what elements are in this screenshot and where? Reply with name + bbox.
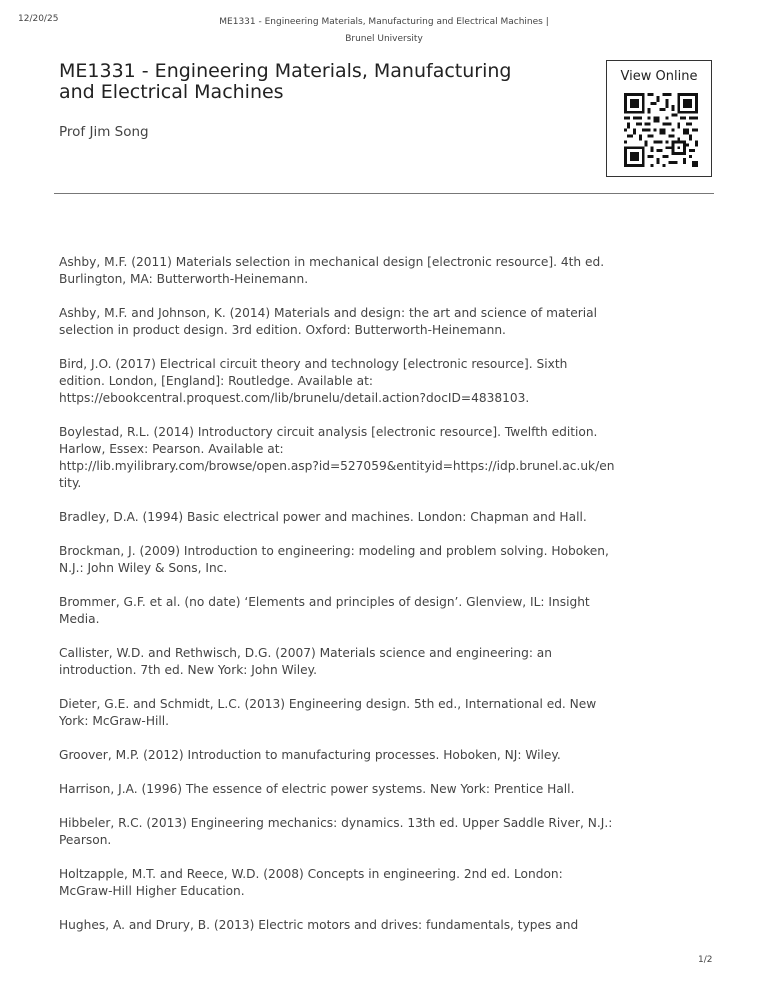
reference-line: Hughes, A. and Drury, B. (2013) Electric motors and drives: fundamentals, types and [59,918,579,932]
reference-item [59,509,719,526]
reference-line: York: McGraw-Hill. [59,714,170,728]
reference-line: N.J.: John Wiley & Sons, Inc. [59,561,228,575]
page-title-line-2: and Electrical Machines [59,81,284,103]
print-header-line-2: Brunel University [345,34,423,44]
qr-code-icon[interactable] [624,93,698,167]
reference-line: Media. [59,612,100,626]
reference-line: Callister, W.D. and Rethwisch, D.G. (2007) Materials science and engineering: an [59,646,552,660]
reference-item [59,696,719,730]
reference-line: Ashby, M.F. and Johnson, K. (2014) Materials and design: the art and science of material [59,306,597,320]
reference-item [59,747,719,764]
reference-line: Bird, J.O. (2017) Electrical circuit theory and technology [electronic resource]. Sixth [59,357,568,371]
reference-link[interactable]: http://lib.myilibrary.com/browse/open.asp?id=527059&entityid=https://idp.brunel.ac.uk/en [59,459,615,473]
header-divider [54,193,714,194]
reference-line: Hibbeler, R.C. (2013) Engineering mechanics: dynamics. 13th ed. Upper Saddle River, N.J.: [59,816,613,830]
reference-line: McGraw-Hill Higher Education. [59,884,245,898]
reference-item [59,543,719,577]
reference-item [59,594,719,628]
reference-line: introduction. 7th ed. New York: John Wiley. [59,663,318,677]
print-date: 12/20/25 [18,14,59,24]
reference-line: Groover, M.P. (2012) Introduction to manufacturing processes. Hoboken, NJ: Wiley. [59,748,561,762]
reference-item [59,356,719,407]
reference-line: selection in product design. 3rd edition. Oxford: Butterworth-Heinemann. [59,323,506,337]
reference-line: Pearson. [59,833,112,847]
reference-link[interactable]: tity. [59,476,82,490]
print-header-title [170,14,598,48]
reference-line: Holtzapple, M.T. and Reece, W.D. (2008) Concepts in engineering. 2nd ed. London: [59,867,563,881]
reference-line: Brockman, J. (2009) Introduction to engineering: modeling and problem solving. Hoboken, [59,544,609,558]
view-online-box[interactable] [606,60,712,177]
reference-item [59,645,719,679]
view-online-label[interactable]: View Online [620,69,698,84]
page-title [59,61,579,103]
reference-line: Burlington, MA: Butterworth-Heinemann. [59,272,309,286]
reference-item [59,781,719,798]
reference-line: Boylestad, R.L. (2014) Introductory circuit analysis [electronic resource]. Twelfth edition. [59,425,598,439]
reference-item [59,254,719,288]
reference-item [59,424,719,492]
reference-list [59,254,719,934]
reference-line: Harlow, Essex: Pearson. Available at: [59,442,284,456]
reference-link[interactable]: https://ebookcentral.proquest.com/lib/brunelu/detail.action?docID=4838103. [59,391,530,405]
reference-line: Harrison, J.A. (1996) The essence of electric power systems. New York: Prentice Hall. [59,782,575,796]
reference-line: Brommer, G.F. et al. (no date) ‘Elements and principles of design’. Glenview, IL: Insight [59,595,590,609]
reference-item [59,866,719,900]
reference-line: Bradley, D.A. (1994) Basic electrical power and machines. London: Chapman and Hall. [59,510,587,524]
print-header-line-1: ME1331 - Engineering Materials, Manufacturing and Electrical Machines | [219,17,549,27]
page-title-line-1: ME1331 - Engineering Materials, Manufacturing [59,60,512,82]
page-number: 1/2 [698,955,713,965]
reference-line: Dieter, G.E. and Schmidt, L.C. (2013) Engineering design. 5th ed., International ed. New [59,697,597,711]
reference-item [59,305,719,339]
reference-item [59,815,719,849]
reference-line: Ashby, M.F. (2011) Materials selection in mechanical design [electronic resource]. 4th ed. [59,255,605,269]
author-name: Prof Jim Song [59,124,149,140]
reference-item [59,917,719,934]
reference-line: edition. London, [England]: Routledge. Available at: [59,374,373,388]
